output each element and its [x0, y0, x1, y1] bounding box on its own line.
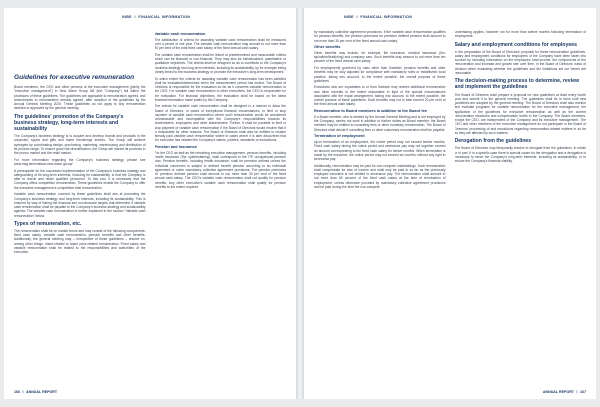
minor-heading: Other benefits — [314, 44, 341, 50]
minor-heading: Remuneration to Board members in addition to the Board fee — [314, 108, 428, 114]
column-2 — [455, 30, 587, 385]
header-brand: NIBE — [122, 15, 132, 19]
minor-heading: Termination of employment — [314, 133, 365, 139]
right-page — [304, 8, 596, 399]
subheading: Salary and employment conditions for employees — [454, 41, 578, 48]
footer-label: ANNUAL REPORT — [542, 390, 574, 394]
page-gutter — [296, 8, 304, 399]
paragraph: Executives who are expatriates to or from Sweden may receive additional remuneration and other benefits to the extent reasonable in light of the special circumstances associated with the expat arrangement, taking into account, to the extent possible, the overall purpose of these guidelines. Such benefits may not in total exceed 20 per cent of the fixed annual cash salary. — [314, 85, 446, 107]
minor-heading: Pension and insurance — [154, 144, 198, 150]
subheading: The guidelines' promotion of the Company's business strategy, long-term interests and sustainability — [14, 113, 124, 132]
footer-label: ANNUAL REPORT — [26, 390, 58, 394]
page-footer: ANNUAL REPORT // 167 — [542, 390, 586, 394]
paragraph: A prerequisite for the successful implementation of the Company's business strategy and safeguarding of its long-term interests, including its sustainability, is that the Company is able to recruit and retain qualified personnel. To this end, it is necessary that the Company offers competitive remuneration. These guidelines enable the Company to offer the executive management a competitive total remuneration. — [14, 168, 146, 190]
column-1 — [14, 30, 146, 385]
header-brand: NIBE — [344, 15, 354, 19]
paragraph: For the CEO as well as the remaining executive management, pension benefits, including health insurance (Sw: sjukförsäkring), shall correspond to the ITP occupational pension plan. Pension benefits, including health insurance, shall be premium defined unless the individual concerned is subject to defined benefit pension according to an individual agreement or under mandatory collective agreement provisions. The pension premiums for premium defined pension shall amount to not more than 30 per cent of the fixed annual cash salary. The CEO's variable cash remuneration shall not qualify for pension benefits. Any other executive's variable cash remuneration shall qualify for pension benefits to the extent required — [154, 150, 286, 189]
text-columns — [14, 30, 286, 385]
paragraph: undertaking applies, however not for more than twelve months following termination of employment. — [454, 30, 586, 39]
running-header: NIBE // FINANCIAL INFORMATION — [122, 15, 191, 19]
page-footer: 166 // ANNUAL REPORT — [14, 390, 58, 394]
paragraph: The Board of Directors may temporarily resolve to derogate from the guidelines, in whole or in part, if in a specific case there is special cause for the derogation and a derogation is necessary to serve the Company's long-term interests, including its sustainability, or to ensure the Company's financial viability. — [454, 146, 586, 164]
header-section: FINANCIAL INFORMATION — [138, 15, 191, 19]
section-title: Guidelines for executive remuneration — [14, 74, 135, 81]
paragraph: To which extent the criteria for awarding variable cash remuneration has been satisfied shall be evaluated/determined when the measurement period has ended. The Board of Directors is responsible for the evaluation so far as it concerns variable remuneration to the CEO. For variable cash remuneration to other executives, the CEO is responsible for the evaluation. For financial objectives, the evaluation shall be based on the latest financial information made public by the Company. — [154, 76, 286, 102]
paragraph: If a Board member, who is elected by the Annual General Meeting and is not employed by the Company, carries out work in addition to his/her duties as Board member, the Board member may be entitled to consulting fees or other monetary remuneration. The Board of Directors shall decide if consulting fees or other customary remuneration shall be payable. — [314, 114, 446, 132]
column-2 — [155, 30, 287, 385]
paragraph: Board members, the CEO and other persons of the executive management (jointly the "executive management") in New Wave Group AB (the "Company") fall within the provisions of these guidelines. The guidelines are applicable to remuneration agreed, and amendments to remuneration already agreed, after adoption of the guidelines by the Annual General Meeting 2020. These guidelines do not apply to any remuneration decided or approved by the general meeting. — [14, 85, 146, 111]
paragraph: In the preparation of the Board of Directors' proposal for these remuneration guidelines, salary and employment conditions for employees of the Company have been taken into account by including information on the employees' total income, the components of the remuneration and increase and growth rate over time, in the Board of Directors' basis of decision when evaluating whether the guidelines and the limitations set out herein are reasonable. — [454, 49, 586, 75]
paragraph: Additionally, remuneration may be paid for non-compete undertakings. Such remuneration shall compensate for loss of income and shall only be paid in so far as the previously employed executive is not entitled to severance pay. The remuneration shall amount to not more than 60 percent of the fixed cash salary at the time of termination of employment, unless otherwise provided by mandatory collective agreement provisions and be paid during the time the non-compete — [314, 163, 446, 189]
column-1 — [314, 30, 446, 385]
paragraph: For employments governed by rules other than Swedish, pension benefits and other benefits may be duly adjusted for compliance with mandatory rules or established local practice, taking into account, to the extent possible, the overall purpose of these guidelines. — [314, 66, 446, 83]
paragraph: The criteria for variable cash remuneration shall be designed in a manner to allow the Board of Directors, in cases of exceptional financial circumstances, to limit or stop payment of variable cash remuneration where such remuneration would be considered unreasonable and incompatible with the Company's responsibilities towards its shareholders, employees and other stakeholders. Further, it shall be possible to limit or stop payment of variable cash remuneration if the Board of Directors would resolve that it is reasonable for other reasons. The Board of Directors shall also be entitled to reclaim already paid variable cash remuneration where in cases where it is later discovered that the executive has violated the Company's values, policies, standards or instructions. — [154, 104, 286, 143]
subheading: Derogation from the guidelines — [454, 138, 532, 145]
text-columns — [314, 30, 586, 385]
running-header: NIBE // FINANCIAL INFORMATION — [344, 15, 413, 19]
subheading: Types of remuneration, etc. — [14, 220, 82, 227]
paragraph: The satisfaction of criteria for awarding variable cash remuneration shall be measured over a period of one year. The variable cash remuneration may amount to not more than 50 per cent of the total fixed cash salary of the fixed annual cash salary. — [154, 37, 286, 51]
subheading: The decision-making process to determine, review and implement the guidelines — [454, 78, 580, 91]
minor-heading: Variable cash remuneration — [154, 31, 206, 36]
paragraph: Upon termination of an employment, the notice period may not exceed twelve months. Fixed cash salary during the notice period and severance pay may not together exceed an amount corresponding to the fixed cash salary for twelve months. When termination is made by the executive, the notice period may not exceed six months, without any right to severance pay. — [314, 140, 446, 162]
paragraph: The variable cash remuneration shall be linked to predetermined and measurable criteria which can be financial or non-financial. They may also be individualized, quantitative or qualitative objectives. The criteria shall be designed so as to contribute to the Company's business strategy and long-term interests, including its sustainability, by for example being clearly linked to the business strategy or promote the executive's long-term development. — [154, 52, 286, 74]
paragraph: The Board of Directors shall prepare a proposal for new guidelines at least every fourth year and submit it to the general meeting. The guidelines shall be in force until new guidelines are adopted by the general meeting. The Board of Directors shall also monitor and evaluate programs for variable remuneration for the executive management, the application of the guidelines for executive remuneration as well as the current remuneration structures and compensation levels in the Company. The Board members, except the CEO, are independent of the Company and its executive management. The CEO and other members of the executive management do not participate in the Board of Directors' processing of and resolutions regarding remuneration-related matters in so far as they are affected by such matters. — [454, 92, 586, 135]
paragraph: by mandatory collective agreement provisions. If the variable cash remuneration qualifies for pension benefits, the pension premiums for premium defined pension shall amount to not more than 30 per cent of the fixed annual cash salary. — [314, 30, 446, 43]
header-section: FINANCIAL INFORMATION — [360, 15, 413, 19]
paragraph: Variable cash remuneration covered by these guidelines shall aim at promoting the Company's business strategy and long-term interests, including its sustainability. This is ensured by way of linking the financial and non-financial targets that determine if variable cash remuneration shall be payable to the Company's business strategy and sustainability agenda. The variable cash remuneration is further explained in the section "Variable cash remuneration" below. — [14, 192, 146, 218]
page-number: 167 — [580, 390, 586, 394]
paragraph: For more information regarding the Company's business strategy, please see www.nwg.se/en/about-new-wave-group/. — [14, 157, 146, 166]
paragraph: Other benefits may include, for example, life insurance, medical insurance (Sw: sjukvårdsförsäkring) and company cars. Such benefits may amount to not more than ten percent of the fixed annual cash salary. — [314, 50, 446, 64]
paragraph: The Company's business strategy is to acquire and develop brands and products in the corporate, sports and gifts and home furnishings sectors. The Group will achieve synergies by coordinating design, purchasing, marketing, warehousing and distribution of its product range. To ensure good risk diversification, the Group will market its products in the promo market and the retail market. — [14, 134, 146, 156]
page-number: 166 — [14, 390, 20, 394]
left-page — [4, 8, 296, 399]
paragraph: The remuneration shall be on market terms and may consist of the following components: fixed cash salary, variable cash remuneration, pension benefits and other benefits. Additionally, the general meeting may – irrespective of these guidelines – resolve on, among other things, share-related or share price-related remuneration. Fixed salary and variable remuneration shall be related to the responsibilities and authorities of the executive. — [14, 228, 146, 255]
